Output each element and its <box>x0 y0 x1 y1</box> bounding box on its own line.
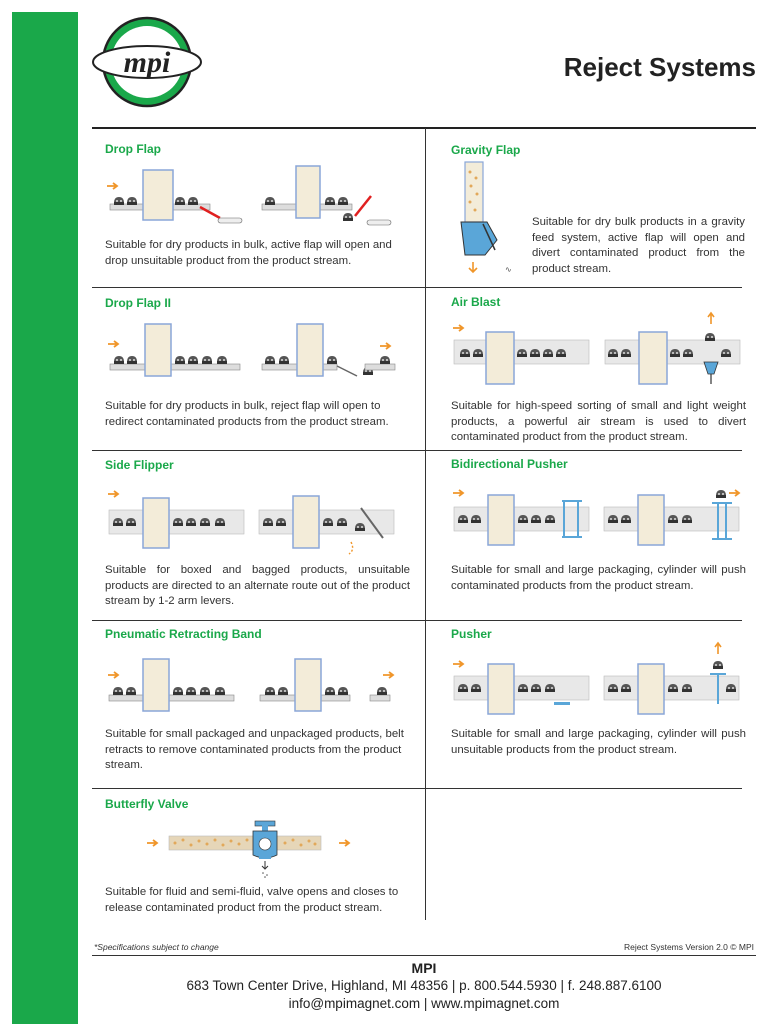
section-title: Pneumatic Retracting Band <box>105 627 262 641</box>
air-blast-description <box>451 399 746 446</box>
footer-web[interactable]: info@mpimagnet.com | www.mpimagnet.com <box>288 996 560 1011</box>
section-title: Gravity Flap <box>451 143 521 157</box>
svg-text:∿: ∿ <box>505 265 512 274</box>
section-title: Bidirectional Pusher <box>451 457 568 471</box>
section-title: Butterfly Valve <box>105 797 189 811</box>
section-description: Suitable for small and large packaging, cylinder will push unsuitable products from the product stream. <box>451 728 746 756</box>
top-rule <box>92 127 756 129</box>
footer-rule <box>92 955 756 956</box>
section-description: Suitable for dry products in bulk, reject flap will open to redirect contaminated products from the product stream. <box>105 400 389 428</box>
footnote: *Specifications subject to change <box>94 942 219 952</box>
section-title: Pusher <box>451 627 492 641</box>
bidirectional-pusher-description <box>451 563 746 594</box>
section-description: Suitable for dry bulk products in a gravity feed system, active flap will open and divert contaminated product from the product stream. <box>532 216 745 275</box>
section-gravity-flap <box>451 143 741 157</box>
section-air-blast <box>451 295 741 309</box>
footer-company: MPI <box>411 960 437 976</box>
gravity-flap-description <box>532 215 745 277</box>
green-side-bar <box>12 12 78 1024</box>
section-description: Suitable for dry products in bulk, active flap will open and drop unsuitable product from the product stream. <box>105 239 392 267</box>
butterfly-valve-illustration <box>145 815 375 880</box>
section-title: Drop Flap <box>105 142 161 156</box>
gravity-flap-illustration <box>455 160 525 280</box>
column-divider <box>425 128 426 920</box>
version-label: Reject Systems Version 2.0 © MPI <box>623 942 754 952</box>
side-flipper-description <box>105 563 410 610</box>
pneumatic-retracting-band-description <box>105 727 410 774</box>
section-description: Suitable for fluid and semi-fluid, valve opens and closes to release contaminated product from the product stream. <box>105 886 399 914</box>
drop-flap-description <box>105 238 410 269</box>
section-bidirectional-pusher <box>451 457 741 471</box>
section-title: Side Flipper <box>105 458 174 472</box>
section-title: Air Blast <box>451 295 501 309</box>
mpi-logo <box>92 15 202 110</box>
section-description: Suitable for small packaged and unpackaged products, belt retracts to remove contaminated products from the product stream. <box>105 728 404 771</box>
section-description: Suitable for high-speed sorting of small and light weight products, a powerful air stream is used to divert contaminated product from the product stream. <box>451 400 746 443</box>
pneumatic-retracting-band-illustration <box>105 655 405 717</box>
drop-flap-ii-illustration <box>105 320 405 385</box>
section-description: Suitable for small and large packaging, cylinder will push contaminated products from the product stream. <box>451 564 746 592</box>
row-rule <box>92 788 742 789</box>
butterfly-valve-description <box>105 885 410 916</box>
section-side-flipper <box>105 458 405 472</box>
row-rule <box>92 450 742 451</box>
section-description: Suitable for boxed and bagged products, unsuitable products are directed to an alternate route out of the product stream by 1-2 arm levers. <box>105 564 410 607</box>
pusher-illustration <box>450 640 745 720</box>
drop-flap-ii-description <box>105 399 410 430</box>
section-butterfly-valve <box>105 797 405 811</box>
row-rule <box>92 287 742 288</box>
logo-text: mpi <box>123 46 171 79</box>
page-title: Reject Systems <box>563 52 756 82</box>
side-flipper-illustration <box>105 480 405 560</box>
air-blast-illustration <box>450 310 745 390</box>
section-title: Drop Flap II <box>105 296 171 310</box>
section-pusher <box>451 627 741 641</box>
pusher-description <box>451 727 746 758</box>
section-drop-flap <box>105 142 405 156</box>
section-pneumatic-retracting-band <box>105 627 405 641</box>
section-drop-flap-ii <box>105 296 405 310</box>
drop-flap-illustration <box>105 160 405 230</box>
footer-address: 683 Town Center Drive, Highland, MI 48356 | p. 800.544.5930 | f. 248.887.6100 <box>186 978 662 993</box>
row-rule <box>92 620 742 621</box>
bidirectional-pusher-illustration <box>450 483 745 553</box>
